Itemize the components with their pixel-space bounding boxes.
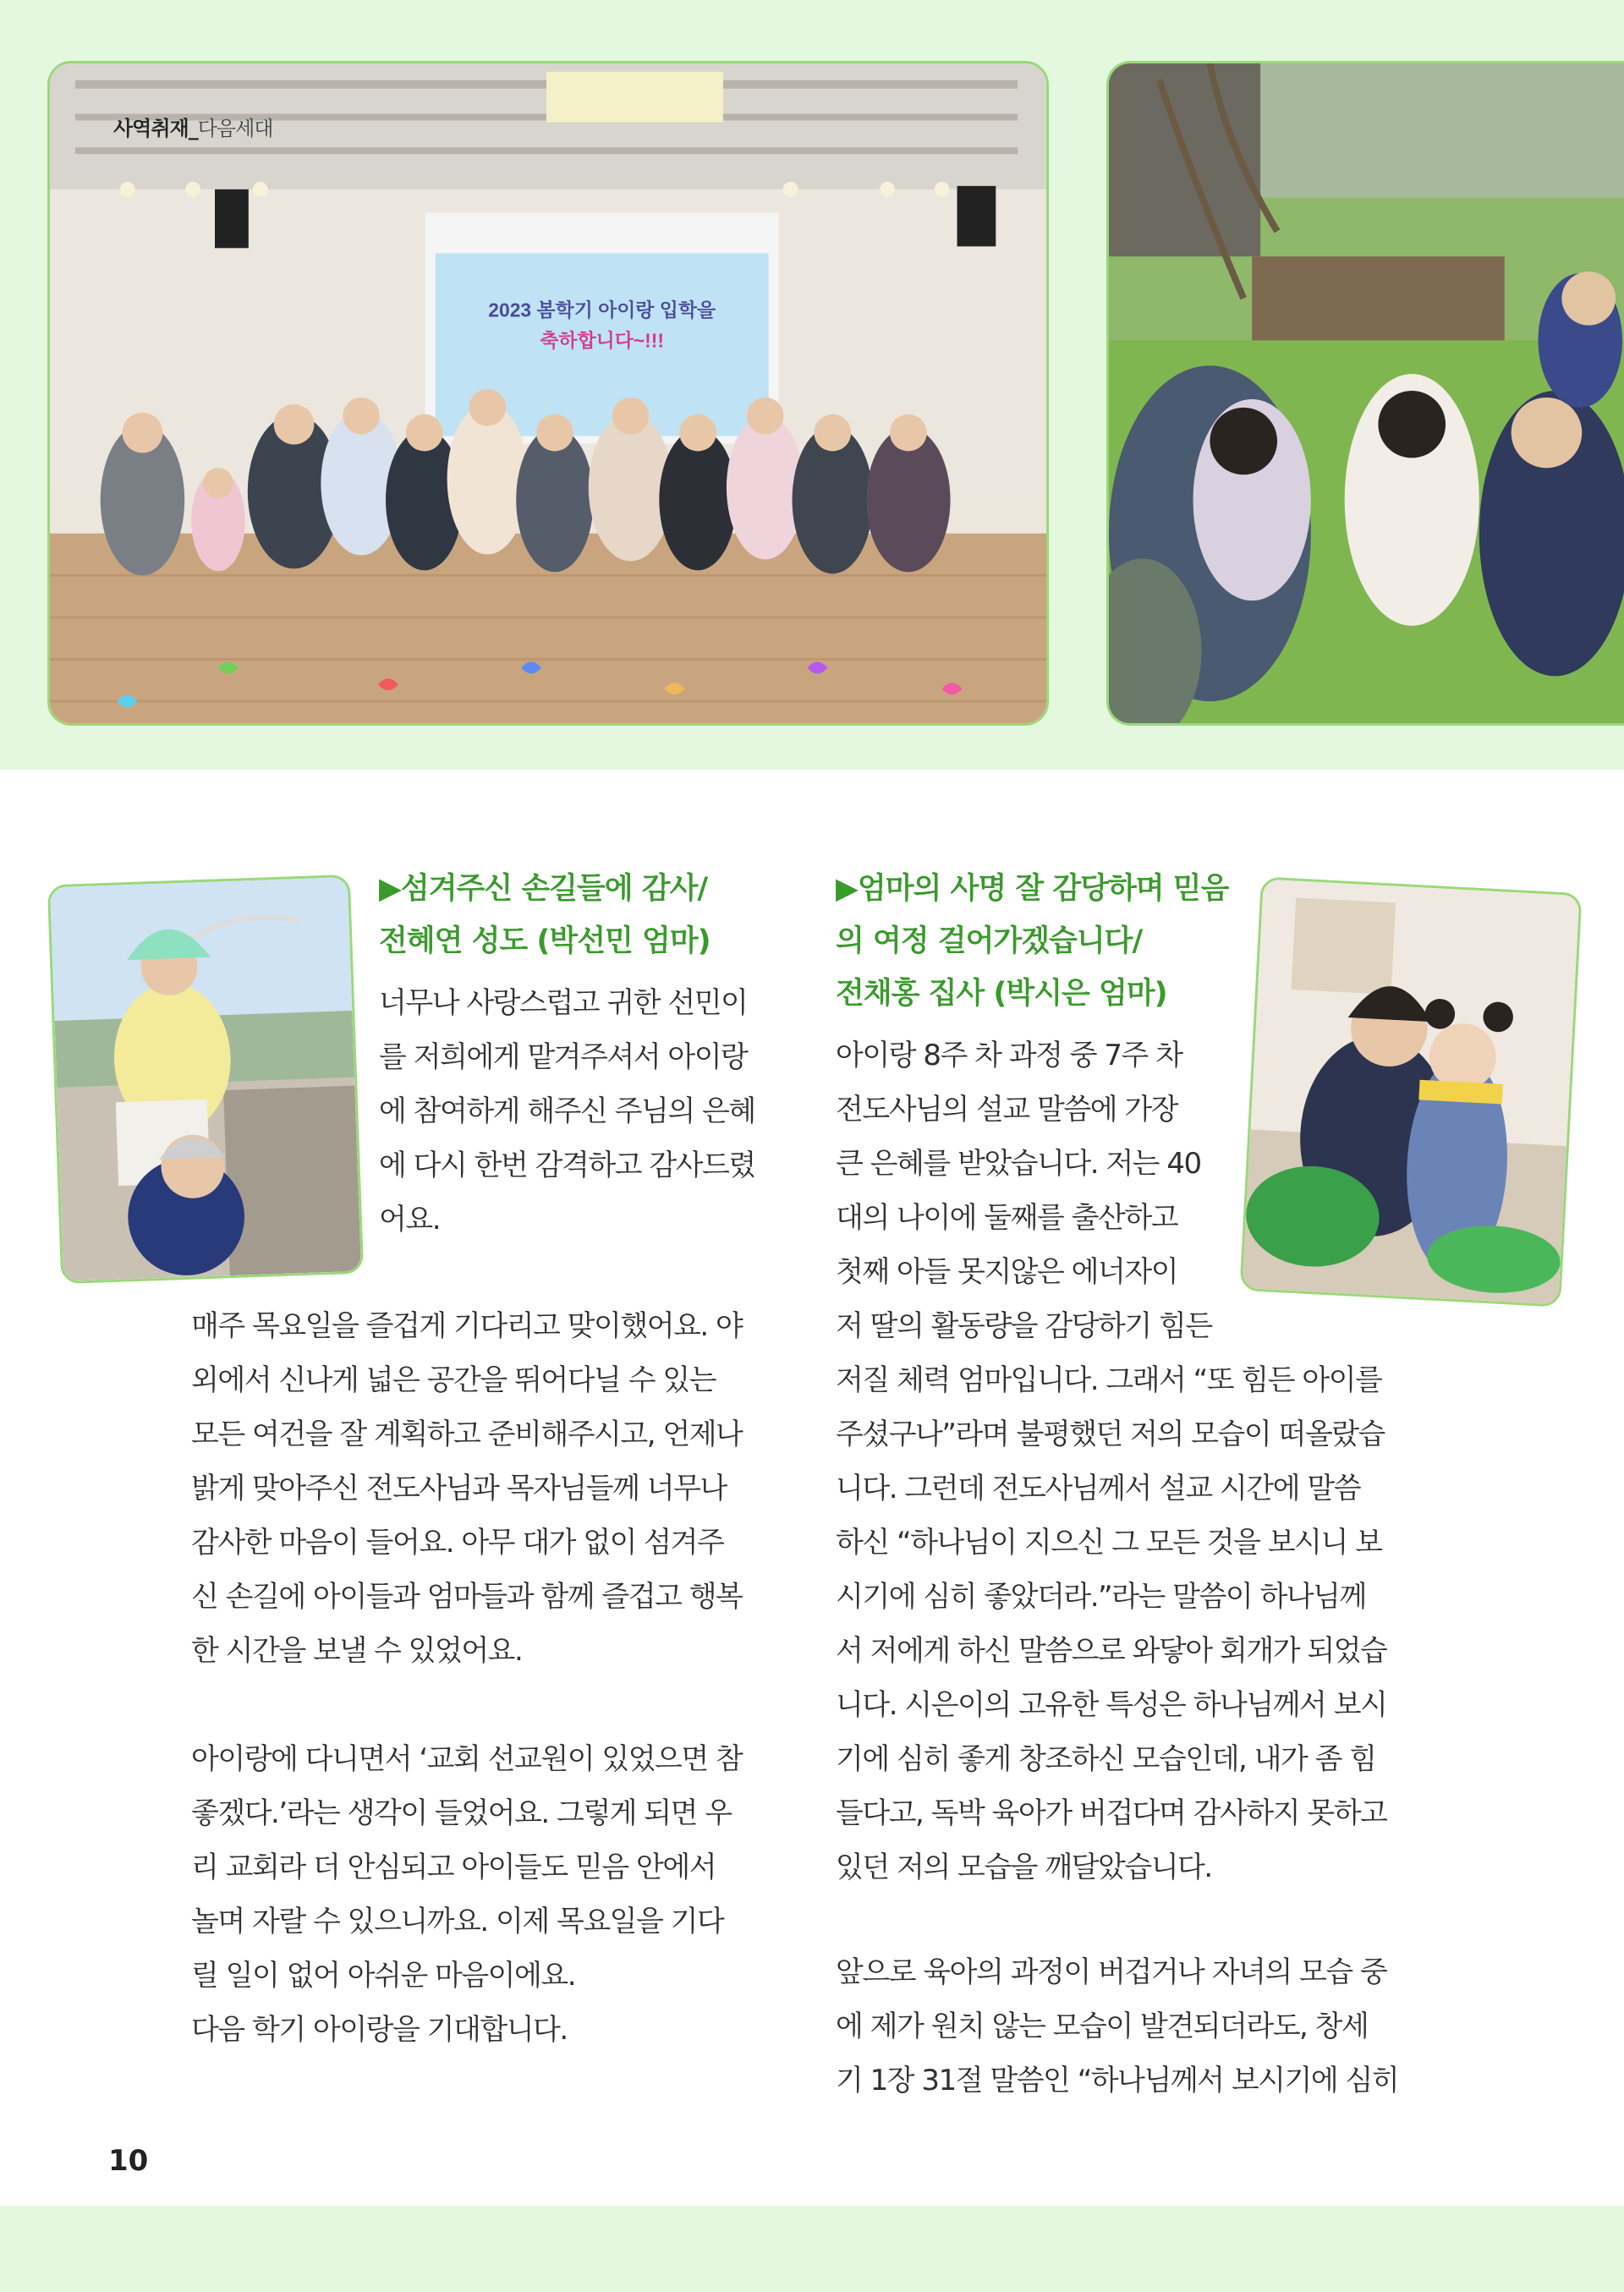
section-label-bold: 사역취재_ <box>113 117 198 140</box>
left-article-intro <box>379 976 755 1247</box>
page-number: 10 <box>108 2144 149 2178</box>
left-article-paragraph-2 <box>191 1732 742 2057</box>
text-line: 니다. 시은이의 고유한 특성은 하나님께서 보시 <box>836 1688 1387 1722</box>
text-line: 리 교회라 더 안심되고 아이들도 믿음 안에서 <box>191 1851 716 1884</box>
text-line: 에 참여하게 해주신 주님의 은혜 <box>379 1094 755 1128</box>
group-photo-illustration <box>50 63 1046 723</box>
text-line: 기 1장 31절 말씀인 “하나님께서 보시기에 심히 <box>836 2064 1399 2097</box>
text-line: 니다. 그런데 전도사님께서 설교 시간에 말씀 <box>836 1472 1361 1505</box>
right-article-photo <box>1239 876 1582 1307</box>
right-article-paragraph-2 <box>836 1945 1398 2108</box>
text-line: 있던 저의 모습을 깨달았습니다. <box>836 1851 1212 1884</box>
text-line: 에 다시 한번 감격하고 감사드렸 <box>379 1149 755 1182</box>
group-photo <box>47 61 1049 726</box>
text-line: 기에 심히 좋게 창조하신 모습인데, 내가 좀 힘 <box>836 1742 1376 1776</box>
text-line: 첫째 아들 못지않은 에너자이 <box>836 1255 1178 1289</box>
left-article-paragraph-1 <box>191 1299 742 1678</box>
text-line: 하신 “하나님이 지으신 그 모든 것을 보시니 보 <box>836 1526 1382 1560</box>
projection-line1: 2023 봄학기 아이랑 입학을 <box>488 299 716 321</box>
text-line: 한 시간을 보낼 수 있었어요. <box>191 1634 523 1668</box>
left-article-illustration <box>50 877 361 1281</box>
right-heading-line: 전채홍 집사 (박시은 엄마) <box>836 977 1167 1011</box>
text-line: 다음 학기 아이랑을 기대합니다. <box>191 2013 568 2047</box>
right-article-illustration <box>1243 880 1580 1305</box>
text-line: 밝게 맞아주신 전도사님과 목자님들께 너무나 <box>191 1472 727 1505</box>
text-line: 전도사님의 설교 말씀에 가장 <box>836 1093 1178 1127</box>
text-line: 신 손길에 아이들과 엄마들과 함께 즐겁고 행복 <box>191 1580 743 1614</box>
text-line: 에 제가 원치 않는 모습이 발견되더라도, 창세 <box>836 2010 1369 2043</box>
left-article-heading <box>379 863 710 968</box>
garden-photo-illustration <box>1109 63 1624 723</box>
text-line: 앞으로 육아의 과정이 버겁거나 자녀의 모습 중 <box>836 1955 1387 1989</box>
text-line: 아이랑에 다니면서 ‘교회 선교원이 있었으면 참 <box>191 1742 743 1776</box>
left-heading-line: ▶섬겨주신 손길들에 감사/ <box>379 872 708 906</box>
left-heading-line: 전혜연 성도 (박선민 엄마) <box>379 924 710 958</box>
section-label-light: 다음세대 <box>197 117 273 140</box>
text-line: 아이랑 8주 차 과정 중 7주 차 <box>836 1039 1182 1072</box>
right-heading-line: ▶엄마의 사명 잘 감당하며 믿음 <box>836 872 1229 906</box>
right-article-heading <box>836 863 1228 1020</box>
text-line: 큰 은혜를 받았습니다. 저는 40 <box>836 1147 1201 1181</box>
text-line: 대의 나이에 둘째를 출산하고 <box>836 1201 1178 1235</box>
text-line: 너무나 사랑스럽고 귀한 선민이 <box>379 986 748 1020</box>
right-heading-line: 의 여정 걸어가겠습니다/ <box>836 924 1143 958</box>
right-article-intro <box>836 1028 1212 1353</box>
right-article-paragraph-1 <box>836 1353 1386 1894</box>
text-line: 감사한 마음이 들어요. 아무 대가 없이 섬겨주 <box>191 1526 724 1560</box>
text-line: 저질 체력 엄마입니다. 그래서 “또 힘든 아이를 <box>836 1363 1382 1397</box>
projection-line2: 축하합니다~!!! <box>540 329 665 352</box>
bottom-band <box>0 2206 1624 2292</box>
text-line: 모든 여건을 잘 계획하고 준비해주시고, 언제나 <box>191 1417 743 1451</box>
text-line: 외에서 신나게 넓은 공간을 뛰어다닐 수 있는 <box>191 1363 716 1397</box>
text-line: 저 딸의 활동량을 감당하기 힘든 <box>836 1309 1212 1343</box>
text-line: 들다고, 독박 육아가 버겁다며 감사하지 못하고 <box>836 1796 1387 1830</box>
text-line: 를 저희에게 맡겨주셔서 아이랑 <box>379 1040 748 1074</box>
text-line: 매주 목요일을 즐겁게 기다리고 맞이했어요. 야 <box>191 1309 743 1343</box>
text-line: 좋겠다.’라는 생각이 들었어요. 그렇게 되면 우 <box>191 1796 732 1830</box>
section-label <box>113 112 273 141</box>
garden-photo <box>1106 61 1624 726</box>
left-article-photo <box>47 875 364 1284</box>
text-line: 릴 일이 없어 아쉬운 마음이에요. <box>191 1959 576 1993</box>
text-line: 시기에 심히 좋았더라.”라는 말씀이 하나님께 <box>836 1580 1366 1614</box>
text-line: 주셨구나”라며 불평했던 저의 모습이 떠올랐습 <box>836 1417 1385 1451</box>
text-line: 어요. <box>379 1203 440 1236</box>
text-line: 서 저에게 하신 말씀으로 와닿아 회개가 되었습 <box>836 1634 1387 1668</box>
text-line: 놀며 자랄 수 있으니까요. 이제 목요일을 기다 <box>191 1905 724 1938</box>
